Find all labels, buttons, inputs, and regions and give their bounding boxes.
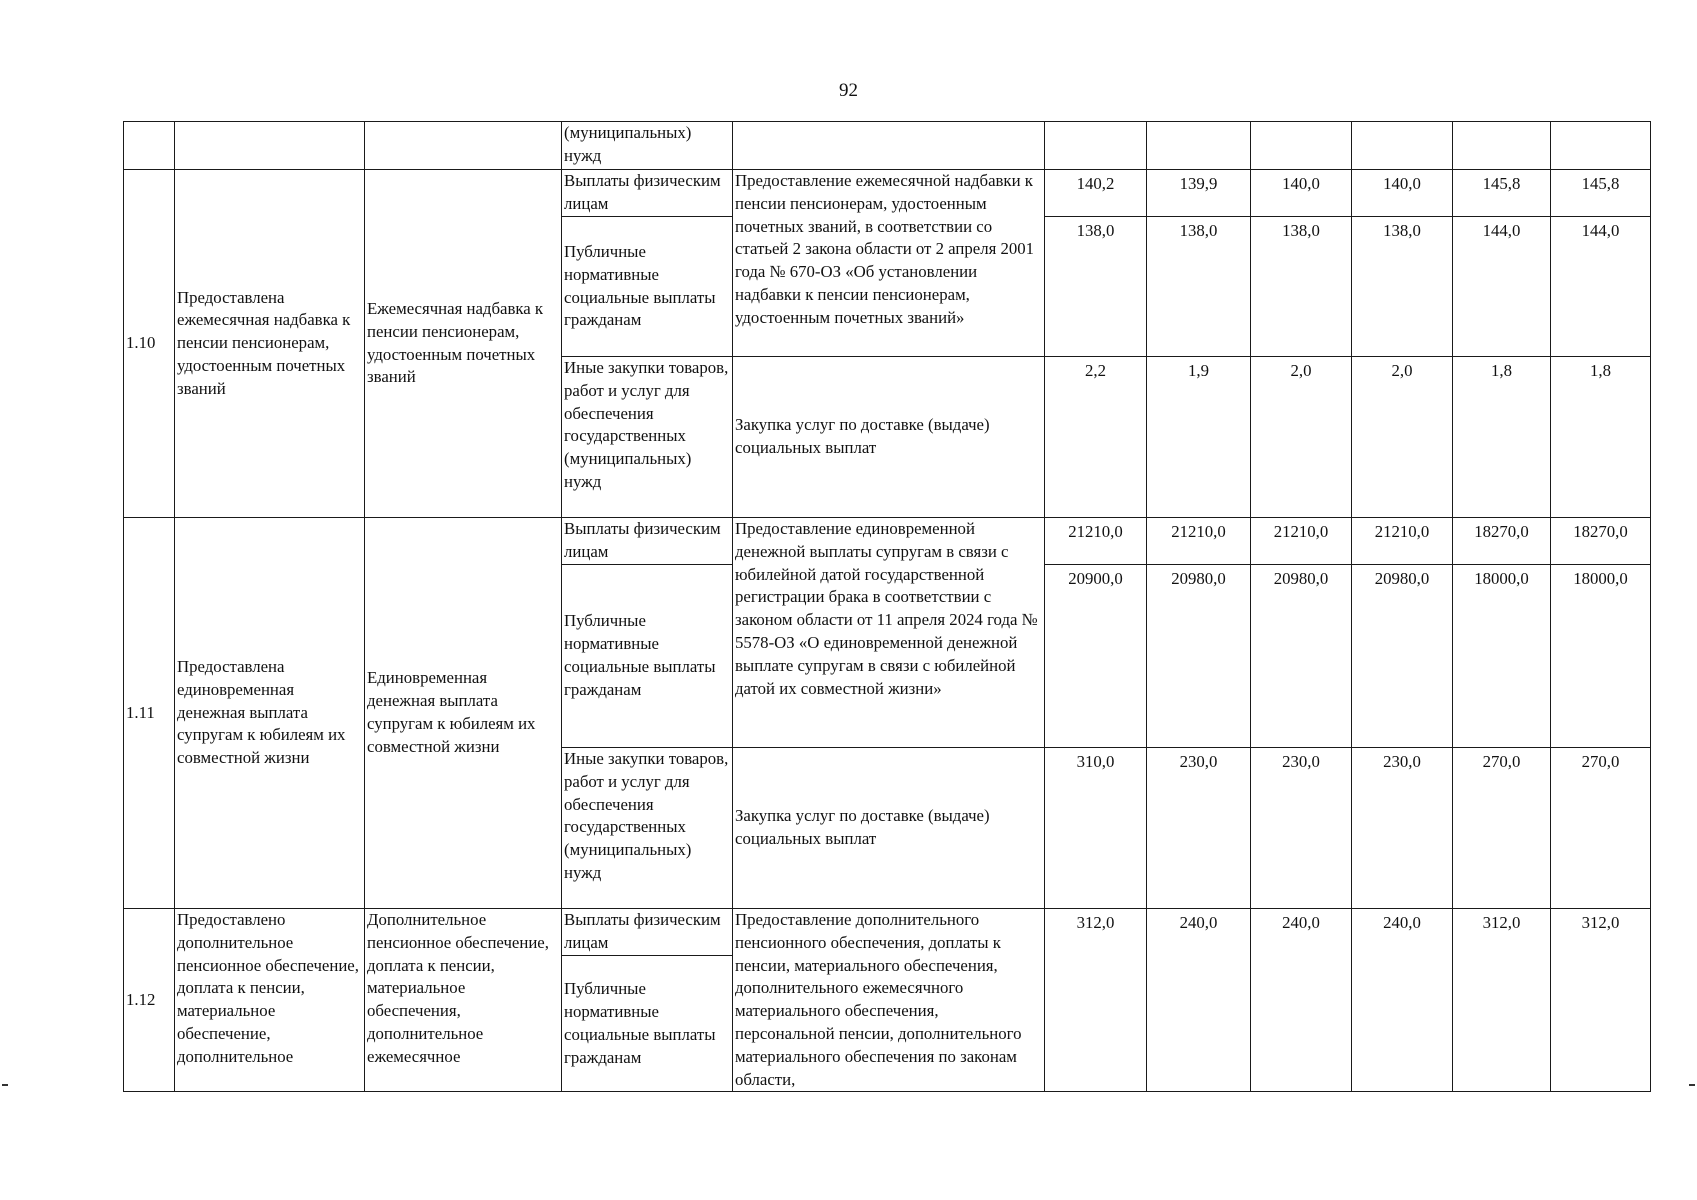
expense-type-cell: Выплаты физическим лицам bbox=[562, 170, 733, 217]
value-cell: 1,9 bbox=[1147, 357, 1251, 518]
expense-type-cell: (муниципальных) нужд bbox=[562, 122, 733, 170]
value-cell: 230,0 bbox=[1147, 748, 1251, 909]
value-cell bbox=[1453, 122, 1551, 170]
value-cell: 20900,0 bbox=[1045, 565, 1147, 748]
value-cell: 230,0 bbox=[1352, 748, 1453, 909]
value-cell: 270,0 bbox=[1453, 748, 1551, 909]
expense-type-cell: Публичные нормативные социальные выплаты гражданам bbox=[562, 217, 733, 357]
value-cell: 2,0 bbox=[1251, 357, 1352, 518]
description-cell bbox=[733, 122, 1045, 170]
value-cell: 18270,0 bbox=[1453, 518, 1551, 565]
expense-type-cell: Иные закупки товаров, работ и услуг для обеспечения государственных (муниципальных) нужд bbox=[562, 357, 733, 518]
measure-cell bbox=[365, 122, 562, 170]
expense-type-cell: Выплаты физическим лицам bbox=[562, 518, 733, 565]
row-code bbox=[124, 122, 175, 170]
value-cell bbox=[1251, 122, 1352, 170]
value-cell: 138,0 bbox=[1251, 217, 1352, 357]
row-code: 1.12 bbox=[124, 909, 175, 1092]
table-row bbox=[124, 170, 1651, 217]
scan-margin-mark bbox=[2, 1084, 8, 1086]
value-cell: 138,0 bbox=[1352, 217, 1453, 357]
measure-cell: Дополнительное пенсионное обеспечение, доплата к пенсии, материальное обеспечения, дополнительное ежемесячное bbox=[365, 909, 562, 1092]
value-cell: 1,8 bbox=[1551, 357, 1651, 518]
table-row bbox=[124, 518, 1651, 565]
row-code: 1.10 bbox=[124, 170, 175, 518]
value-cell: 240,0 bbox=[1147, 909, 1251, 1092]
value-cell: 240,0 bbox=[1352, 909, 1453, 1092]
value-cell: 138,0 bbox=[1147, 217, 1251, 357]
value-cell: 18000,0 bbox=[1453, 565, 1551, 748]
value-cell: 138,0 bbox=[1045, 217, 1147, 357]
table-row bbox=[124, 909, 1651, 956]
value-cell: 310,0 bbox=[1045, 748, 1147, 909]
value-cell: 230,0 bbox=[1251, 748, 1352, 909]
description-cell: Предоставление единовременной денежной выплаты супругам в связи с юбилейной датой государственной регистрации брака в соответствии с законом области от 11 апреля 2024 года № 5578-ОЗ «О единовременной денежной выплате супругам в связи с юбилейной датой их совместной жизни» bbox=[733, 518, 1045, 748]
value-cell: 312,0 bbox=[1551, 909, 1651, 1092]
value-cell: 18270,0 bbox=[1551, 518, 1651, 565]
value-cell: 20980,0 bbox=[1147, 565, 1251, 748]
value-cell bbox=[1147, 122, 1251, 170]
value-cell: 144,0 bbox=[1551, 217, 1651, 357]
result-cell: Предоставлена единовременная денежная выплата супругам к юбилеям их совместной жизни bbox=[175, 518, 365, 909]
result-cell bbox=[175, 122, 365, 170]
scan-margin-mark bbox=[1689, 1084, 1695, 1086]
value-cell bbox=[1045, 122, 1147, 170]
value-cell: 312,0 bbox=[1045, 909, 1147, 1092]
measure-cell: Ежемесячная надбавка к пенсии пенсионерам, удостоенным почетных званий bbox=[365, 170, 562, 518]
value-cell: 21210,0 bbox=[1352, 518, 1453, 565]
value-cell: 139,9 bbox=[1147, 170, 1251, 217]
result-cell: Предоставлена ежемесячная надбавка к пенсии пенсионерам, удостоенным почетных званий bbox=[175, 170, 365, 518]
value-cell: 145,8 bbox=[1453, 170, 1551, 217]
value-cell: 140,0 bbox=[1352, 170, 1453, 217]
result-cell: Предоставлено дополнительное пенсионное обеспечение, доплата к пенсии, материальное обеспечение, дополнительное bbox=[175, 909, 365, 1092]
value-cell: 2,0 bbox=[1352, 357, 1453, 518]
description-cell: Предоставление дополнительного пенсионного обеспечения, доплаты к пенсии, материального обеспечения, дополнительного ежемесячного материального обеспечения, персональной пенсии, дополнительного материального обеспечения по законам области, bbox=[733, 909, 1045, 1092]
value-cell: 312,0 bbox=[1453, 909, 1551, 1092]
value-cell: 21210,0 bbox=[1045, 518, 1147, 565]
value-cell: 21210,0 bbox=[1251, 518, 1352, 565]
value-cell: 240,0 bbox=[1251, 909, 1352, 1092]
value-cell: 270,0 bbox=[1551, 748, 1651, 909]
expense-type-cell: Иные закупки товаров, работ и услуг для обеспечения государственных (муниципальных) нужд bbox=[562, 748, 733, 909]
budget-table bbox=[123, 121, 1651, 1092]
value-cell: 145,8 bbox=[1551, 170, 1651, 217]
page-number: 92 bbox=[839, 80, 858, 101]
value-cell: 18000,0 bbox=[1551, 565, 1651, 748]
expense-type-cell: Выплаты физическим лицам bbox=[562, 909, 733, 956]
expense-type-cell: Публичные нормативные социальные выплаты гражданам bbox=[562, 565, 733, 748]
table-row-continuation bbox=[124, 122, 1651, 170]
value-cell bbox=[1551, 122, 1651, 170]
value-cell: 20980,0 bbox=[1251, 565, 1352, 748]
expense-type-cell: Публичные нормативные социальные выплаты гражданам bbox=[562, 956, 733, 1092]
value-cell: 20980,0 bbox=[1352, 565, 1453, 748]
measure-cell: Единовременная денежная выплата супругам к юбилеям их совместной жизни bbox=[365, 518, 562, 909]
value-cell: 140,2 bbox=[1045, 170, 1147, 217]
value-cell: 1,8 bbox=[1453, 357, 1551, 518]
value-cell: 144,0 bbox=[1453, 217, 1551, 357]
description-cell: Предоставление ежемесячной надбавки к пенсии пенсионерам, удостоенным почетных званий, в соответствии со статьей 2 закона области от 2 апреля 2001 года № 670-ОЗ «Об установлении надбавки к пенсии пенсионерам, удостоенным почетных званий» bbox=[733, 170, 1045, 357]
value-cell bbox=[1352, 122, 1453, 170]
description-cell: Закупка услуг по доставке (выдаче) социальных выплат bbox=[733, 357, 1045, 518]
row-code: 1.11 bbox=[124, 518, 175, 909]
description-cell: Закупка услуг по доставке (выдаче) социальных выплат bbox=[733, 748, 1045, 909]
value-cell: 21210,0 bbox=[1147, 518, 1251, 565]
value-cell: 140,0 bbox=[1251, 170, 1352, 217]
value-cell: 2,2 bbox=[1045, 357, 1147, 518]
